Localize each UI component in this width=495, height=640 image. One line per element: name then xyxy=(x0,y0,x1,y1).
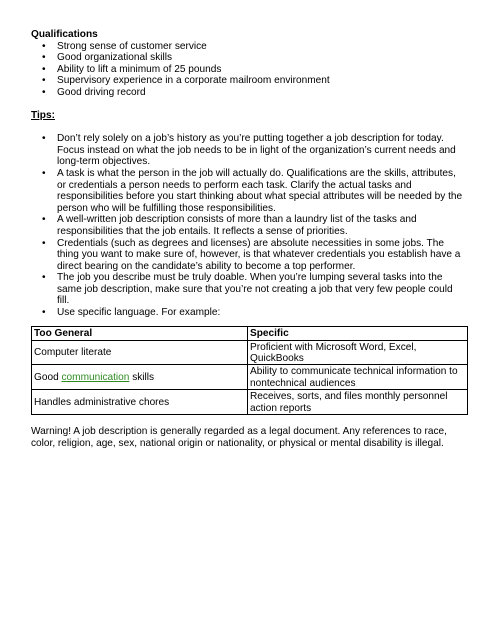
bullet-icon: • xyxy=(42,307,46,319)
list-item xyxy=(31,272,466,307)
qualifications-list xyxy=(31,41,466,99)
list-item xyxy=(31,41,466,53)
tips-list xyxy=(31,133,466,319)
table-row xyxy=(32,365,468,390)
bullet-icon: • xyxy=(42,86,46,98)
list-item xyxy=(31,307,466,319)
list-item-text: Ability to lift a minimum of 25 pounds xyxy=(57,63,222,75)
list-item-text: Don’t rely solely on a job’s history as you’re putting together a job description for today. Focus instead on what the job needs to be in light of the organization’s current needs and long-term objectives. xyxy=(57,133,456,168)
list-item-text: Good organizational skills xyxy=(57,52,173,64)
list-item xyxy=(31,87,466,99)
list-item-text: Good driving record xyxy=(57,86,146,98)
column-header-specific: Specific xyxy=(248,326,468,340)
list-item-text: A task is what the person in the job will actually do. Qualifications are the skills, attributes, or credentials a person needs to perform each task. Clarify the actual tasks and responsibilities before you start thinking about what special attributes will be needed by the person who will be fulfilling those responsibilities. xyxy=(57,167,463,214)
tips-heading: Tips: xyxy=(31,109,55,121)
list-item xyxy=(31,75,466,87)
column-header-too-general: Too General xyxy=(32,326,248,340)
bullet-icon: • xyxy=(42,167,46,179)
list-item-text: Credentials (such as degrees and licenses) are absolute necessities in some jobs. The thing you want to make sure of, however, is that whatever credentials you establish have a direct bearing on the candidate’s ability to become a top performer. xyxy=(57,237,461,272)
bullet-icon: • xyxy=(42,63,46,75)
table-header-row xyxy=(32,326,468,340)
bullet-icon: • xyxy=(42,40,46,52)
list-item-text: Use specific language. For example: xyxy=(57,307,221,319)
warning-paragraph: Warning! A job description is generally regarded as a legal document. Any references to race, color, religion, age, sex, national origin or nationality, or physical or mental disability is illegal. xyxy=(31,426,447,449)
table-row xyxy=(32,390,468,415)
table-cell-general: Computer literate xyxy=(32,340,248,364)
list-item xyxy=(31,64,466,76)
table-cell-general xyxy=(32,365,248,390)
table-cell-specific: Receives, sorts, and files monthly personnel action reports xyxy=(248,390,468,415)
bullet-icon: • xyxy=(42,272,46,284)
list-item-text: Strong sense of customer service xyxy=(57,40,207,52)
bullet-icon: • xyxy=(42,75,46,87)
table-cell-specific: Ability to communicate technical information to nontechnical audiences xyxy=(248,365,468,390)
list-item-text: The job you describe must be truly doable. When you’re lumping several tasks into the same job description, make sure that you’re not creating a job that very few people could fill. xyxy=(57,272,453,307)
list-item xyxy=(31,52,466,64)
bullet-icon: • xyxy=(42,214,46,226)
list-item xyxy=(31,214,466,237)
qualifications-heading: Qualifications xyxy=(31,29,98,40)
communication-link[interactable]: communication xyxy=(61,371,130,383)
document-page xyxy=(31,29,466,449)
cell-text-prefix: Good xyxy=(34,371,62,383)
list-item-text: Supervisory experience in a corporate mailroom environment xyxy=(57,75,330,87)
cell-text-suffix: skills xyxy=(129,371,155,383)
table-row xyxy=(32,340,468,364)
list-item xyxy=(31,168,466,214)
bullet-icon: • xyxy=(42,133,46,145)
table-cell-general: Handles administrative chores xyxy=(32,390,248,415)
list-item-text: A well-written job description consists of more than a laundry list of the tasks and responsibilities that the job entails. It reflects a sense of priorities. xyxy=(57,214,417,237)
table-cell-specific: Proficient with Microsoft Word, Excel, QuickBooks xyxy=(248,340,468,364)
comparison-table xyxy=(31,326,468,415)
list-item xyxy=(31,133,466,168)
list-item xyxy=(31,238,466,273)
bullet-icon: • xyxy=(42,52,46,64)
bullet-icon: • xyxy=(42,237,46,249)
